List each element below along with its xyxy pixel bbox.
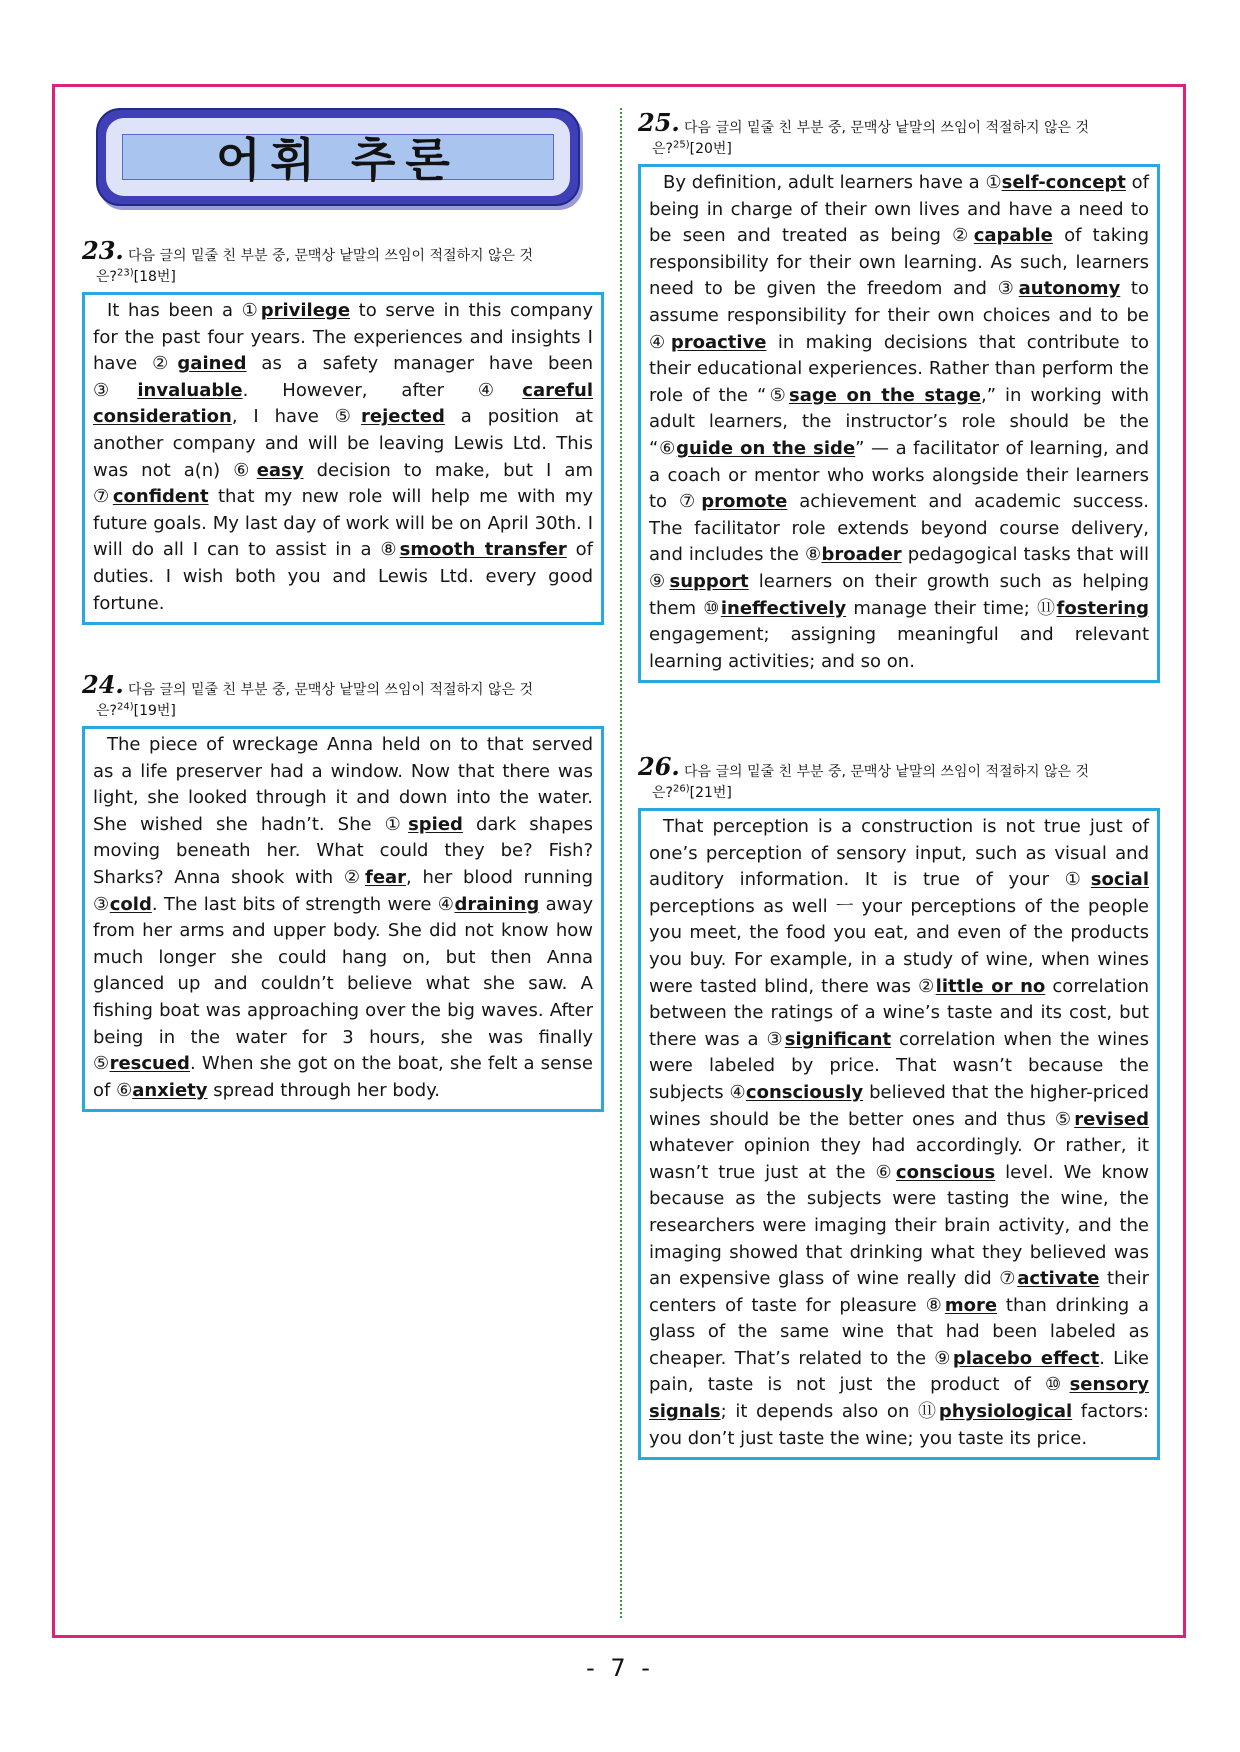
underlined-word: little or no xyxy=(935,975,1046,997)
question-meta: 은?$^{23)}$[18번] xyxy=(96,267,176,285)
question-instruction: 다음 글의 밑줄 친 부분 중, 문맥상 낱말의 쓰임이 적절하지 않은 것 xyxy=(128,248,534,264)
question-source: [21번] xyxy=(689,785,732,801)
underlined-word: revised xyxy=(1074,1108,1149,1130)
question-instruction: 다음 글의 밑줄 친 부분 중, 문맥상 낱말의 쓰임이 적절하지 않은 것 xyxy=(684,764,1090,780)
underlined-word: conscious xyxy=(895,1161,996,1183)
underlined-word: guide on the side xyxy=(676,437,856,459)
passage-text: It has been a ①privilege to serve in this company for the past four years. The experiences and insights I have ②gained as a safety manager have been ③invaluable. However, after ④careful consideration, I have ⑤rejected a position at another company and will be leaving Lewis Ltd. This was not a(n) ⑥easy decision to make, but I am ⑦confident that my new role will help me with my future goals. My last day of work will be on April 30th. I will do all I can to assist in a ⑧smooth transfer of duties. I wish both you and Lewis Ltd. every good fortune. xyxy=(93,300,593,614)
underlined-word: spied xyxy=(408,813,463,835)
underlined-word: smooth transfer xyxy=(399,539,567,561)
underlined-word: physiological xyxy=(938,1401,1073,1423)
question-25 xyxy=(638,108,1160,683)
underlined-word: gained xyxy=(177,353,247,375)
question-instruction: 다음 글의 밑줄 친 부분 중, 문맥상 낱말의 쓰임이 적절하지 않은 것 xyxy=(128,682,534,698)
underlined-word: draining xyxy=(454,893,540,915)
question-header xyxy=(82,236,604,266)
underlined-word: more xyxy=(944,1294,998,1316)
passage-box xyxy=(82,726,604,1112)
question-number: 25 . xyxy=(638,113,680,133)
question-meta: 은?$^{24)}$[19번] xyxy=(96,701,176,719)
underlined-word: broader xyxy=(821,544,902,566)
footnote-ref: 25) xyxy=(672,139,690,151)
underlined-word: autonomy xyxy=(1018,278,1121,300)
question-24 xyxy=(82,670,604,1112)
underlined-word: activate xyxy=(1017,1268,1100,1290)
underlined-word: proactive xyxy=(670,331,767,353)
section-title-banner xyxy=(96,108,580,206)
question-23 xyxy=(82,236,604,625)
underlined-word: placebo effect xyxy=(952,1347,1100,1369)
question-header xyxy=(82,670,604,700)
passage-text: The piece of wreckage Anna held on to that served as a life preserver had a window. Now that there was light, she looked through it and down into the water. She wished she hadn’t. She ①spied dark shapes moving beneath her. What could they be? Fish? Sharks? Anna shook with ②fear, her blood running ③cold. The last bits of strength were ④draining away from her arms and upper body. She did not know how much longer she could hang on, but then Anna glanced up and couldn’t believe what she saw. A fishing boat was approaching over the big waves. After being in the water for 3 hours, she was finally ⑤rescued. When she got on the boat, she felt a sense of ⑥anxiety spread through her body. xyxy=(93,734,594,1101)
underlined-word: sensory signals xyxy=(649,1374,1149,1423)
page-number: - 7 - xyxy=(586,1654,654,1682)
passage-box xyxy=(638,808,1160,1460)
underlined-word: ineffectively xyxy=(720,597,847,619)
footnote-ref: 24) xyxy=(116,701,134,713)
underlined-word: confident xyxy=(112,486,209,508)
question-meta: 은?$^{26)}$[21번] xyxy=(652,783,732,801)
underlined-word: rescued xyxy=(109,1053,190,1075)
question-26 xyxy=(638,752,1160,1460)
question-source: [20번] xyxy=(689,141,732,157)
underlined-word: fear xyxy=(364,866,407,888)
underlined-word: support xyxy=(669,570,749,592)
footnote-ref: 23) xyxy=(116,267,134,279)
underlined-word: sage on the stage xyxy=(789,384,981,406)
underlined-word: promote xyxy=(701,491,788,513)
underlined-word: cold xyxy=(109,893,152,915)
underlined-word: anxiety xyxy=(132,1079,208,1101)
underlined-word: rejected xyxy=(361,406,445,428)
question-number: 26 . xyxy=(638,757,680,777)
underlined-word: capable xyxy=(973,225,1053,247)
underlined-word: consciously xyxy=(745,1081,864,1103)
question-number: 24 . xyxy=(82,675,124,695)
question-header xyxy=(638,108,1160,138)
question-number: 23 . xyxy=(82,241,124,261)
underlined-word: social xyxy=(1090,869,1149,891)
underlined-word: significant xyxy=(784,1028,892,1050)
underlined-word: privilege xyxy=(260,300,351,321)
underlined-word: self-concept xyxy=(1001,172,1126,193)
question-header xyxy=(638,752,1160,782)
section-title: 어휘 추론 xyxy=(216,133,460,187)
passage-text: That perception is a construction is not true just of one’s perception of sensory input, such as visual and auditory information. It is true of your ①social perceptions as well ㅡ your perceptions of the people you meet, the food you eat, and even of the products you buy. For example, in a study of wine, when wines were tasted blind, there was ②little or no correlation between the ratings of a wine’s taste and its cost, but there was a ③significant correlation when the wines were labeled by price. That wasn’t because the subjects ④consciously believed that the higher-priced wines should be the better ones and thus ⑤revised whatever opinion they had accordingly. Or rather, it wasn’t true just at the ⑥conscious level. We know because as the subjects were tasting the wine, the researchers were imaging their brain activity, and the imaging showed that drinking what they believed was an expensive glass of wine really did ⑦activate their centers of taste for pleasure ⑧more than drinking a glass of the same wine that had been labeled as cheaper. That’s related to the ⑨placebo effect. Like pain, taste is not just the product of ⑩sensory signals; it depends also on ⑪physiological factors: you don’t just taste the wine; you taste its price. xyxy=(649,816,1150,1449)
passage-box xyxy=(638,164,1160,683)
underlined-word: easy xyxy=(256,459,304,481)
passage-box xyxy=(82,292,604,625)
question-source: [19번] xyxy=(133,703,176,719)
question-instruction: 다음 글의 밑줄 친 부분 중, 문맥상 낱말의 쓰임이 적절하지 않은 것 xyxy=(684,120,1090,136)
question-source: [18번] xyxy=(133,269,176,285)
underlined-word: fostering xyxy=(1056,597,1149,619)
footnote-ref: 26) xyxy=(672,783,690,795)
column-divider xyxy=(620,108,622,1618)
question-meta: 은?$^{25)}$[20번] xyxy=(652,139,732,157)
underlined-word: invaluable xyxy=(137,379,243,401)
passage-text: By definition, adult learners have a ①self-concept of being in charge of their own lives and have a need to be seen and treated as being ②capable of taking responsibility for their own learning. As such, learners need to be given the freedom and ③autonomy to assume responsibility for their own choices and to be ④proactive in making decisions that contribute to their educational experiences. Rather than perform the role of the “⑤sage on the stage,” in working with adult learners, the instructor’s role should be the “⑥guide on the side” — a facilitator of learning, and a coach or mentor who works alongside their learners to ⑦promote achievement and academic success. The facilitator role extends beyond course delivery, and includes the ⑧broader pedagogical tasks that will ⑨support learners on their growth such as helping them ⑩ineffectively manage their time; ⑪fostering engagement; assigning meaningful and relevant learning activities; and so on. xyxy=(649,172,1150,672)
underlined-word: careful consideration xyxy=(93,379,593,428)
